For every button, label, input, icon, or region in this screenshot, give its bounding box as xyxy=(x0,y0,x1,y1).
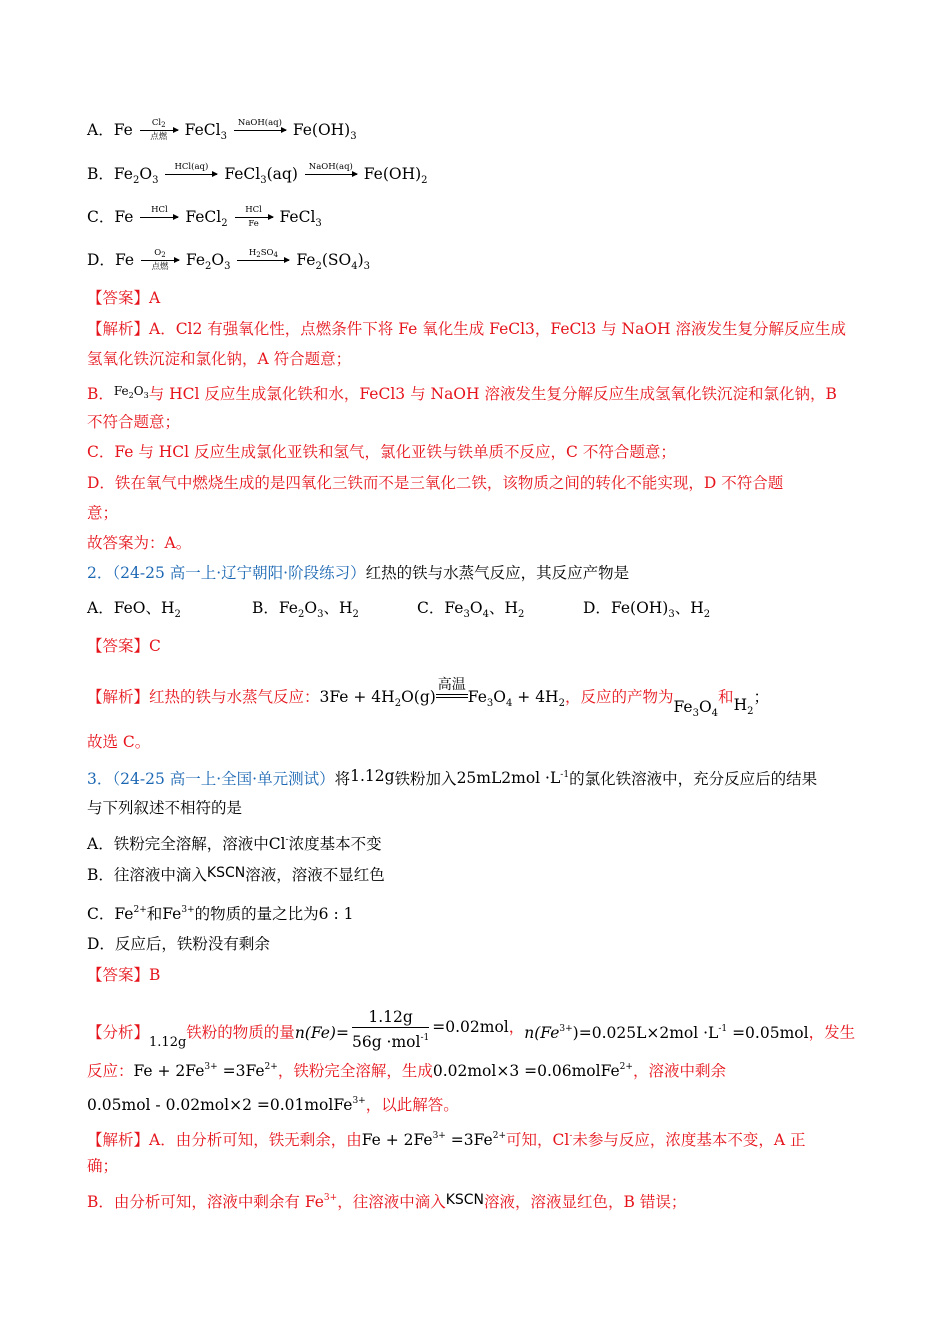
formula: n(Fe xyxy=(524,1023,560,1042)
text: 未参与反应，浓度基本不变，A 正 xyxy=(572,1131,806,1149)
subscript: 2 xyxy=(221,218,228,229)
q1-answer: 【答案】A xyxy=(87,289,161,307)
formula xyxy=(87,1096,366,1114)
formula: H xyxy=(733,696,748,714)
subscript: 2 xyxy=(161,251,166,259)
superscript: 3+ xyxy=(432,1131,446,1141)
q3-stem-line2: 与下列叙述不相符的是 xyxy=(87,799,243,817)
text: 【解析】A．由分析可知，铁无剩余，由 xyxy=(87,1131,362,1149)
q2-answer: 【答案】C xyxy=(87,637,161,655)
subscript: 2 xyxy=(517,609,525,620)
reagent: HCl xyxy=(151,205,168,215)
formula: FeCl xyxy=(279,208,316,226)
subscript: 2 xyxy=(421,175,428,186)
fraction xyxy=(352,1007,429,1052)
subscript: 3 xyxy=(152,175,159,186)
product-formula xyxy=(673,698,719,719)
q3-option-b xyxy=(87,864,385,887)
question-text: 红热的铁与水蒸气反应，其反应产物是 xyxy=(365,564,630,582)
superscript: 3+ xyxy=(181,905,195,915)
option-text: B．往溶液中滴入 xyxy=(87,866,207,884)
subscript: 2 xyxy=(161,121,166,129)
reagent: Cl xyxy=(151,118,162,128)
q2-conclusion: 故选 C。 xyxy=(87,733,151,751)
subscript: 3 xyxy=(486,698,494,709)
formula: Fe xyxy=(113,384,129,398)
q1-analysis-a-line2: 氢氧化铁沉淀和氯化钠，A 符合题意； xyxy=(87,350,352,368)
formula: Fe xyxy=(114,905,134,923)
option-label: D． xyxy=(583,599,611,617)
q3-fenxi-line1: 【分析】$_{1.12g}$铁粉的物质的量n(Fe)= $\frac{1.12g}{56g \cdot mol^{-1}}$ =0.02mol，$n(Fe^{3+})=0.025L\times 2mol \cdot L^{-1} =0.05mol$，发生 xyxy=(87,1008,856,1051)
equation xyxy=(134,1062,278,1080)
subscript: 3 xyxy=(220,131,227,142)
reagent: NaOH(aq) xyxy=(237,118,282,128)
q3-jiexi-a-line2: 确； xyxy=(87,1157,119,1175)
q3-stem-line1 xyxy=(87,764,817,790)
question-text: 的氯化铁溶液中，充分反应后的结果 xyxy=(569,770,818,788)
formula: 0.02mol×3 =0.06molFe xyxy=(432,1062,620,1080)
text: 反应： xyxy=(87,1062,134,1080)
subscript: 3 xyxy=(350,131,357,142)
option-text: 和 xyxy=(146,905,163,923)
subscript: 2 xyxy=(132,175,140,186)
text: ，以此解答。 xyxy=(365,1096,459,1114)
formula: Fe xyxy=(467,688,487,706)
q3-fenxi-line3 xyxy=(87,1090,459,1116)
reaction-arrow xyxy=(140,120,178,142)
q2-option-b xyxy=(252,597,359,626)
superscript: 2+ xyxy=(492,1131,506,1141)
formula: Fe xyxy=(114,208,134,226)
text: ，铁粉完全溶解，生成 xyxy=(277,1062,433,1080)
option-text: Fe xyxy=(278,599,298,617)
text: ； xyxy=(753,688,769,706)
formula: 1.12g xyxy=(149,1034,187,1050)
formula: O xyxy=(133,384,144,398)
formula: O(g) xyxy=(401,688,436,706)
subscript: 3 xyxy=(692,708,699,719)
q3-fenxi-line2 xyxy=(87,1056,726,1082)
formula: Fe xyxy=(185,251,205,269)
formula: Fe xyxy=(162,905,182,923)
question-text: 铁粉加入 xyxy=(394,770,457,788)
formula: 25mL2mol ·L xyxy=(456,769,561,787)
q1-analysis-c: C．Fe 与 HCl 反应生成氯化亚铁和氢气，氯化亚铁与铁单质不反应，C 不符合题意； xyxy=(87,443,676,461)
formula: KSCN xyxy=(206,865,246,881)
subscript: 4 xyxy=(273,251,278,259)
q2-option-c xyxy=(417,597,524,626)
subscript: 4 xyxy=(482,609,489,620)
q1-option-d xyxy=(87,249,370,278)
subscript: 2 xyxy=(394,698,402,709)
reaction-arrow xyxy=(141,250,179,272)
text: 可知，Cl xyxy=(506,1131,570,1149)
question-source: （24-25 高一上·辽宁朝阳·阶段练习） xyxy=(112,564,366,582)
reagent: NaOH(aq) xyxy=(308,162,353,172)
formula: Fe xyxy=(114,251,135,269)
formula: Fe(OH) xyxy=(292,121,351,139)
text: 溶液，溶液显红色，B 错误； xyxy=(484,1193,687,1211)
superscript: - xyxy=(569,1131,573,1141)
formula: O xyxy=(493,688,506,706)
formula: (aq) xyxy=(266,165,298,183)
text: 与 HCl 反应生成氯化铁和水，FeCl3 与 NaOH 溶液发生复分解反应生成氢氧化铁沉淀和氯化钠，B xyxy=(148,385,837,403)
denominator xyxy=(352,1028,429,1052)
subscript: 2 xyxy=(747,706,754,717)
option-text: FeO、H xyxy=(113,599,175,617)
superscript: -1 xyxy=(420,1033,430,1043)
condition: Fe xyxy=(248,219,259,229)
formula: O xyxy=(139,165,153,183)
equation xyxy=(319,677,565,709)
reagent: SO xyxy=(260,248,274,258)
q1-conclusion: 故答案为：A。 xyxy=(87,534,192,552)
text: ，反应的产物为 xyxy=(564,688,674,706)
q1-analysis-b-line1 xyxy=(87,380,837,407)
reaction-arrow xyxy=(305,164,357,186)
option-label: A． xyxy=(87,599,114,617)
reaction-condition xyxy=(436,677,468,702)
formula: =0.05mol xyxy=(727,1023,809,1042)
q1-option-c xyxy=(87,206,322,235)
reaction-arrow xyxy=(237,250,289,272)
q1-option-a xyxy=(87,119,357,148)
q2-option-a xyxy=(87,597,181,626)
superscript: -1 xyxy=(560,770,570,780)
subscript: 4 xyxy=(351,261,358,272)
text: B．由分析可知，溶液中剩余有 Fe xyxy=(87,1193,324,1211)
subscript: 4 xyxy=(711,708,719,719)
option-label: B． xyxy=(252,599,279,617)
formula: Fe xyxy=(113,121,133,139)
reaction-arrow xyxy=(140,207,178,229)
option-text: O xyxy=(469,599,483,617)
q1-analysis-b-line2: 不符合题意； xyxy=(87,413,181,431)
question-text: 将 xyxy=(334,770,351,788)
formula: Fe(OH) xyxy=(363,165,422,183)
text: ，发生 xyxy=(808,1023,856,1042)
superscript: 3+ xyxy=(559,1023,573,1034)
subscript: 2 xyxy=(297,609,305,620)
condition: 点燃 xyxy=(150,132,168,142)
text: 和 xyxy=(718,688,734,706)
subscript: 3 xyxy=(260,175,267,186)
q2-analysis xyxy=(87,677,769,719)
text: 【解析】红热的铁与水蒸气反应： xyxy=(87,688,320,706)
formula: 56g ·mol xyxy=(351,1033,421,1051)
superscript: - xyxy=(285,835,289,845)
formula: n(Fe)= xyxy=(294,1023,349,1042)
subscript: 3 xyxy=(668,609,675,620)
option-text: 、H xyxy=(674,599,704,617)
formula: )=0.025L×2mol ·L xyxy=(572,1023,719,1042)
option-label: C． xyxy=(87,905,115,923)
formula xyxy=(294,1008,509,1051)
subscript: 3 xyxy=(315,218,322,229)
q1-analysis-d-line1: D．铁在氧气中燃烧生成的是四氧化三铁而不是三氧化二铁，该物质之间的转化不能实现，D 不符合题 xyxy=(87,474,784,492)
reagent: HCl(aq) xyxy=(174,162,209,172)
q1-option-b xyxy=(87,163,428,192)
reaction-arrow xyxy=(165,164,217,186)
formula: FeCl xyxy=(184,121,221,139)
option-label: A． xyxy=(87,121,114,139)
formula: =3Fe xyxy=(217,1062,265,1080)
reaction-arrow xyxy=(235,207,273,229)
subscript: 3 xyxy=(463,609,470,620)
formula: Fe xyxy=(296,251,316,269)
subscript: 2 xyxy=(558,698,565,709)
text: ，往溶液中滴入 xyxy=(337,1193,446,1211)
subscript: 2 xyxy=(703,609,711,620)
formula: FeCl xyxy=(185,208,222,226)
subscript: 2 xyxy=(315,261,322,272)
condition: 点燃 xyxy=(151,262,169,272)
question-number: 2． xyxy=(87,564,113,582)
product-formula xyxy=(733,696,754,717)
q1-analysis-d-line2: 意； xyxy=(87,504,119,522)
formula: Fe + 2Fe xyxy=(133,1062,205,1080)
formula: =0.02mol xyxy=(432,1017,509,1036)
text: 铁粉的物质的量 xyxy=(186,1023,295,1042)
q2-option-d xyxy=(583,597,710,626)
formula: Fe + 2Fe xyxy=(361,1131,433,1149)
option-text: 的物质的量之比为 xyxy=(194,905,319,923)
reaction-arrow xyxy=(234,120,286,142)
subscript: 3 xyxy=(143,391,149,400)
subscript: 3 xyxy=(224,261,231,272)
option-text: 溶液，溶液不显红色 xyxy=(245,866,385,884)
question-source: （24-25 高一上·全国·单元测试） xyxy=(112,770,335,788)
option-text: 、H xyxy=(323,599,353,617)
option-label: B． xyxy=(87,165,114,183)
option-text: A．铁粉完全溶解，溶液中Cl xyxy=(87,835,286,853)
formula: ) xyxy=(357,251,364,269)
equation xyxy=(362,1131,506,1149)
formula: + 4H xyxy=(512,688,559,706)
q3-option-d: D．反应后，铁粉没有剩余 xyxy=(87,935,270,953)
formula: 3Fe + 4H xyxy=(319,688,395,706)
superscript: 2+ xyxy=(264,1062,278,1072)
subscript: 2 xyxy=(174,609,181,620)
formula: O xyxy=(698,698,712,716)
subscript: 2 xyxy=(128,391,134,400)
subscript: 2 xyxy=(205,261,212,272)
option-text: 、H xyxy=(488,599,518,617)
superscript: 3+ xyxy=(352,1096,366,1106)
reagent: H xyxy=(248,248,257,258)
numerator: 1.12g xyxy=(352,1007,429,1028)
option-label: C． xyxy=(417,599,445,617)
formula xyxy=(524,1024,808,1042)
option-text: Fe(OH) xyxy=(610,599,669,617)
superscript: 2+ xyxy=(133,905,147,915)
condition: 高温 xyxy=(437,677,466,693)
formula: Fe xyxy=(113,165,133,183)
option-text: Fe xyxy=(444,599,464,617)
subscript: 3 xyxy=(363,261,370,272)
subscript: 2 xyxy=(352,609,359,620)
reagent: O xyxy=(154,248,162,258)
q3-answer: 【答案】B xyxy=(87,966,161,984)
formula: (SO xyxy=(321,251,352,269)
formula: 6 : 1 xyxy=(318,905,354,923)
label: 【分析】 xyxy=(87,1023,150,1042)
q2-stem xyxy=(87,562,629,584)
option-label: D． xyxy=(87,251,115,269)
formula: O xyxy=(211,251,225,269)
option-label: C． xyxy=(87,208,115,226)
formula: Fe xyxy=(673,698,693,716)
q3-jiexi-a-line1 xyxy=(87,1125,806,1151)
subscript: 3 xyxy=(317,609,324,620)
superscript: 3+ xyxy=(204,1062,218,1072)
formula: =3Fe xyxy=(445,1131,493,1149)
q3-option-c xyxy=(87,899,353,925)
option-text: 浓度基本不变 xyxy=(288,835,382,853)
formula xyxy=(433,1062,633,1080)
superscript: -1 xyxy=(718,1023,728,1034)
text: ，溶液中剩余 xyxy=(632,1062,726,1080)
q1-analysis-a-line1: 【解析】A．Cl2 有强氧化性，点燃条件下将 Fe 氧化生成 FeCl3，FeCl3 与 NaOH 溶液发生复分解反应生成 xyxy=(87,320,846,338)
option-text: O xyxy=(304,599,318,617)
q3-option-a xyxy=(87,829,382,855)
formula: FeCl xyxy=(224,165,261,183)
formula: 1.12g xyxy=(350,767,395,785)
superscript: 3+ xyxy=(323,1193,338,1203)
subscript: 2 xyxy=(256,251,261,259)
subscript: 4 xyxy=(505,698,513,709)
superscript: 2+ xyxy=(619,1062,633,1072)
reagent: HCl xyxy=(245,205,262,215)
q3-jiexi-b xyxy=(87,1187,686,1214)
formula: 0.05mol - 0.02mol×2 =0.01molFe xyxy=(87,1096,353,1114)
formula: KSCN xyxy=(445,1192,485,1208)
text: B． xyxy=(87,385,114,403)
question-number: 3． xyxy=(87,770,113,788)
